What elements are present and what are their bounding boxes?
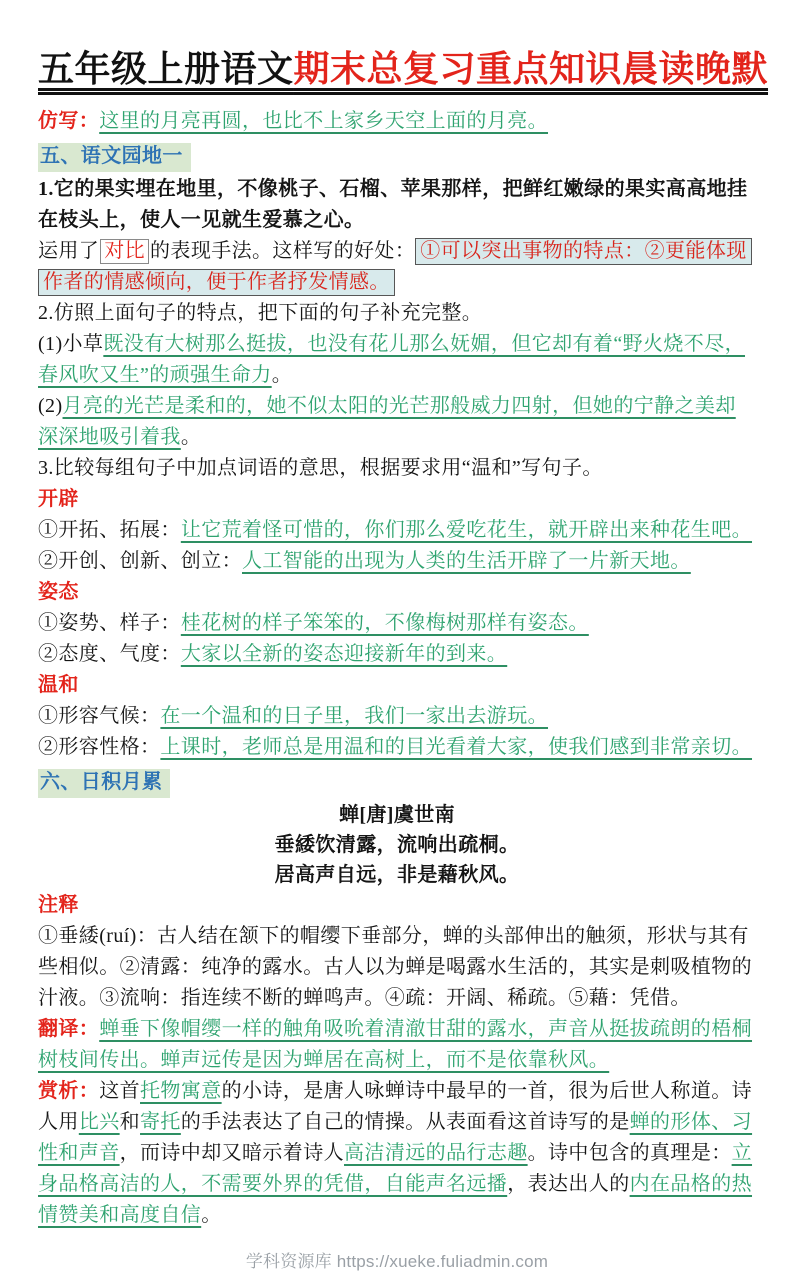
text-segment-black: ②形容性格： <box>38 736 161 758</box>
text-segment-black: 3.比较每组句子中加点词语的意思，根据要求用“温和”写句子。 <box>38 457 603 479</box>
text-segment-black: 居高声自远，非是藉秋风。 <box>274 864 520 886</box>
zitai-sense-1 <box>38 608 756 639</box>
text-segment-ans: 上课时，老师总是用温和的目光看着大家，使我们感到非常亲切。 <box>160 736 753 758</box>
text-segment-black: 。 <box>180 426 202 448</box>
question-1-answer <box>38 236 756 298</box>
question-3 <box>38 453 756 484</box>
text-segment-ans: 既没有大树那么挺拔，也没有花儿那么妩媚，但它却有着“野火烧不尽，春风吹又生”的顽强生命力 <box>38 333 746 386</box>
text-segment-ans: 托物寓意 <box>140 1080 222 1102</box>
text-segment-black: ①开拓、拓展： <box>38 519 181 541</box>
text-segment-black: 。 <box>201 1204 222 1226</box>
text-segment-black: 运用了 <box>38 240 100 262</box>
wenhe-sense-2 <box>38 732 756 763</box>
section-header-6 <box>38 767 756 798</box>
text-segment-ans: 月亮的光芒是柔和的，她不似太阳的光芒那般威力四射，但她的宁静之美却深深地吸引着我 <box>38 395 736 448</box>
text-segment-ans: 人工智能的出现为人类的生活开辟了一片新天地。 <box>242 550 691 572</box>
word-wenhe-label <box>38 670 756 701</box>
text-segment-label: 姿态 <box>38 581 79 603</box>
section-header-5 <box>38 141 756 172</box>
text-segment-tred: 期末总复习重点知识晨读晚默 <box>293 49 769 89</box>
question-2-2 <box>38 391 756 453</box>
text-segment-ans: 在一个温和的日子里，我们一家出去游玩。 <box>160 705 549 727</box>
footer-watermark: 学科资源库 https://xueke.fuliadmin.com <box>245 1252 549 1271</box>
text-segment-black: 的小诗，是唐人咏蝉诗中最早的一首，很为后世人称道。诗人用 <box>38 1080 753 1133</box>
doc-title <box>38 46 769 92</box>
text-segment-label: 赏析： <box>38 1080 100 1102</box>
mimic-write-line <box>38 106 756 137</box>
text-segment-label: 温和 <box>38 674 79 696</box>
text-segment-black: 1.它的果实埋在地里，不像桃子、石榴、苹果那样，把鲜红嫩绿的果实高高地挂在枝头上，使人一见就生爱慕之心。 <box>38 178 748 231</box>
text-segment-black: (1)小草 <box>38 333 104 355</box>
question-2 <box>38 298 756 329</box>
poem-line-1 <box>38 830 756 860</box>
text-segment-ans: 寄托 <box>140 1111 181 1133</box>
text-segment-ans: 大家以全新的姿态迎接新年的到来。 <box>180 643 508 665</box>
question-1 <box>38 174 756 236</box>
text-segment-black: 垂緌饮清露，流响出疏桐。 <box>274 834 520 856</box>
text-segment-black: 和 <box>119 1111 141 1133</box>
text-segment-black: (2) <box>38 395 63 417</box>
question-2-1 <box>38 329 756 391</box>
section-header-5-label: 五、语文园地一 <box>38 143 191 172</box>
text-segment-ans: 蝉垂下像帽缨一样的触角吸吮着清澈甘甜的露水，声音从挺拔疏朗的梧桐树枝间传出。蝉声远传是因为蝉居在高树上，而不是依靠秋风。 <box>38 1018 753 1071</box>
text-segment-ans: 这里的月亮再圆，也比不上家乡天空上面的月亮。 <box>99 110 549 132</box>
text-segment-black: ②态度、气度： <box>38 643 181 665</box>
kaipi-sense-2 <box>38 546 756 577</box>
text-segment-ans: 比兴 <box>78 1111 120 1133</box>
poem-line-2 <box>38 860 756 890</box>
text-segment-black: 这首 <box>99 1080 141 1102</box>
analysis <box>38 1076 756 1231</box>
text-segment-ans: 高洁清远的品行志趣 <box>344 1142 528 1164</box>
text-segment-label: 仿写： <box>38 110 100 132</box>
text-segment-black: ①姿势、样子： <box>38 612 181 634</box>
text-segment-ans: 立身品格高洁的人，不需要外界的凭借，自能声名远播 <box>38 1142 753 1195</box>
text-segment-black: 2.仿照上面句子的特点，把下面的句子补充完整。 <box>38 302 483 324</box>
text-segment-ans: 内在品格的热情赞美和高度自信 <box>38 1173 753 1226</box>
text-segment-black: 蝉[唐]虞世南 <box>338 804 456 826</box>
text-segment-label: 开辟 <box>38 488 79 510</box>
text-segment-ans: 桂花树的样子笨笨的，不像梅树那样有姿态。 <box>180 612 589 634</box>
text-segment-label: 翻译： <box>38 1018 100 1040</box>
text-segment-abox: ①可以突出事物的特点：②更能体现作者的情感倾向，便于作者抒发情感。 <box>38 238 752 296</box>
text-segment-label: 注释 <box>38 894 79 916</box>
zitai-sense-2 <box>38 639 756 670</box>
notes-label <box>38 890 756 921</box>
section-header-6-label: 六、日积月累 <box>38 769 170 798</box>
text-segment-black: 的手法表达了自己的情操。从表面看这首诗写的是 <box>180 1111 630 1133</box>
text-segment-black: 。 <box>271 364 293 386</box>
text-segment-black: ①垂緌(ruí)：古人结在颔下的帽缨下垂部分，蝉的头部伸出的触须，形状与其有些相似。②清露：纯净的露水。古人以为蝉是喝露水生活的，其实是刺吸植物的汁液。③流响：指连续不断的蝉鸣声。④疏：开阔、稀疏。⑤藉：凭借。 <box>38 925 752 1009</box>
word-kaipi-label <box>38 484 756 515</box>
text-segment-ans: 让它荒着怪可惜的，你们那么爱吃花生，就开辟出来种花生吧。 <box>180 519 753 541</box>
text-segment-boxed: 对比 <box>100 239 149 264</box>
word-zitai-label <box>38 577 756 608</box>
translation <box>38 1014 756 1076</box>
text-segment-black: 的表现手法。这样写的好处： <box>150 240 416 262</box>
wenhe-sense-1 <box>38 701 756 732</box>
poem-title <box>38 800 756 830</box>
document-body <box>38 46 769 1231</box>
kaipi-sense-1 <box>38 515 756 546</box>
text-segment-tblack: 五年级上册语文 <box>38 49 294 89</box>
text-segment-black: ，而诗中却又暗示着诗人 <box>119 1142 345 1164</box>
text-segment-black: ②开创、创新、创立： <box>38 550 242 572</box>
text-segment-black: 。诗中包含的真理是： <box>527 1142 732 1164</box>
text-segment-black: ①形容气候： <box>38 705 161 727</box>
text-segment-ans: 蝉的形体、习性和声音 <box>38 1111 753 1164</box>
text-segment-black: ，表达出人的 <box>507 1173 630 1195</box>
notes-body <box>38 921 756 1014</box>
